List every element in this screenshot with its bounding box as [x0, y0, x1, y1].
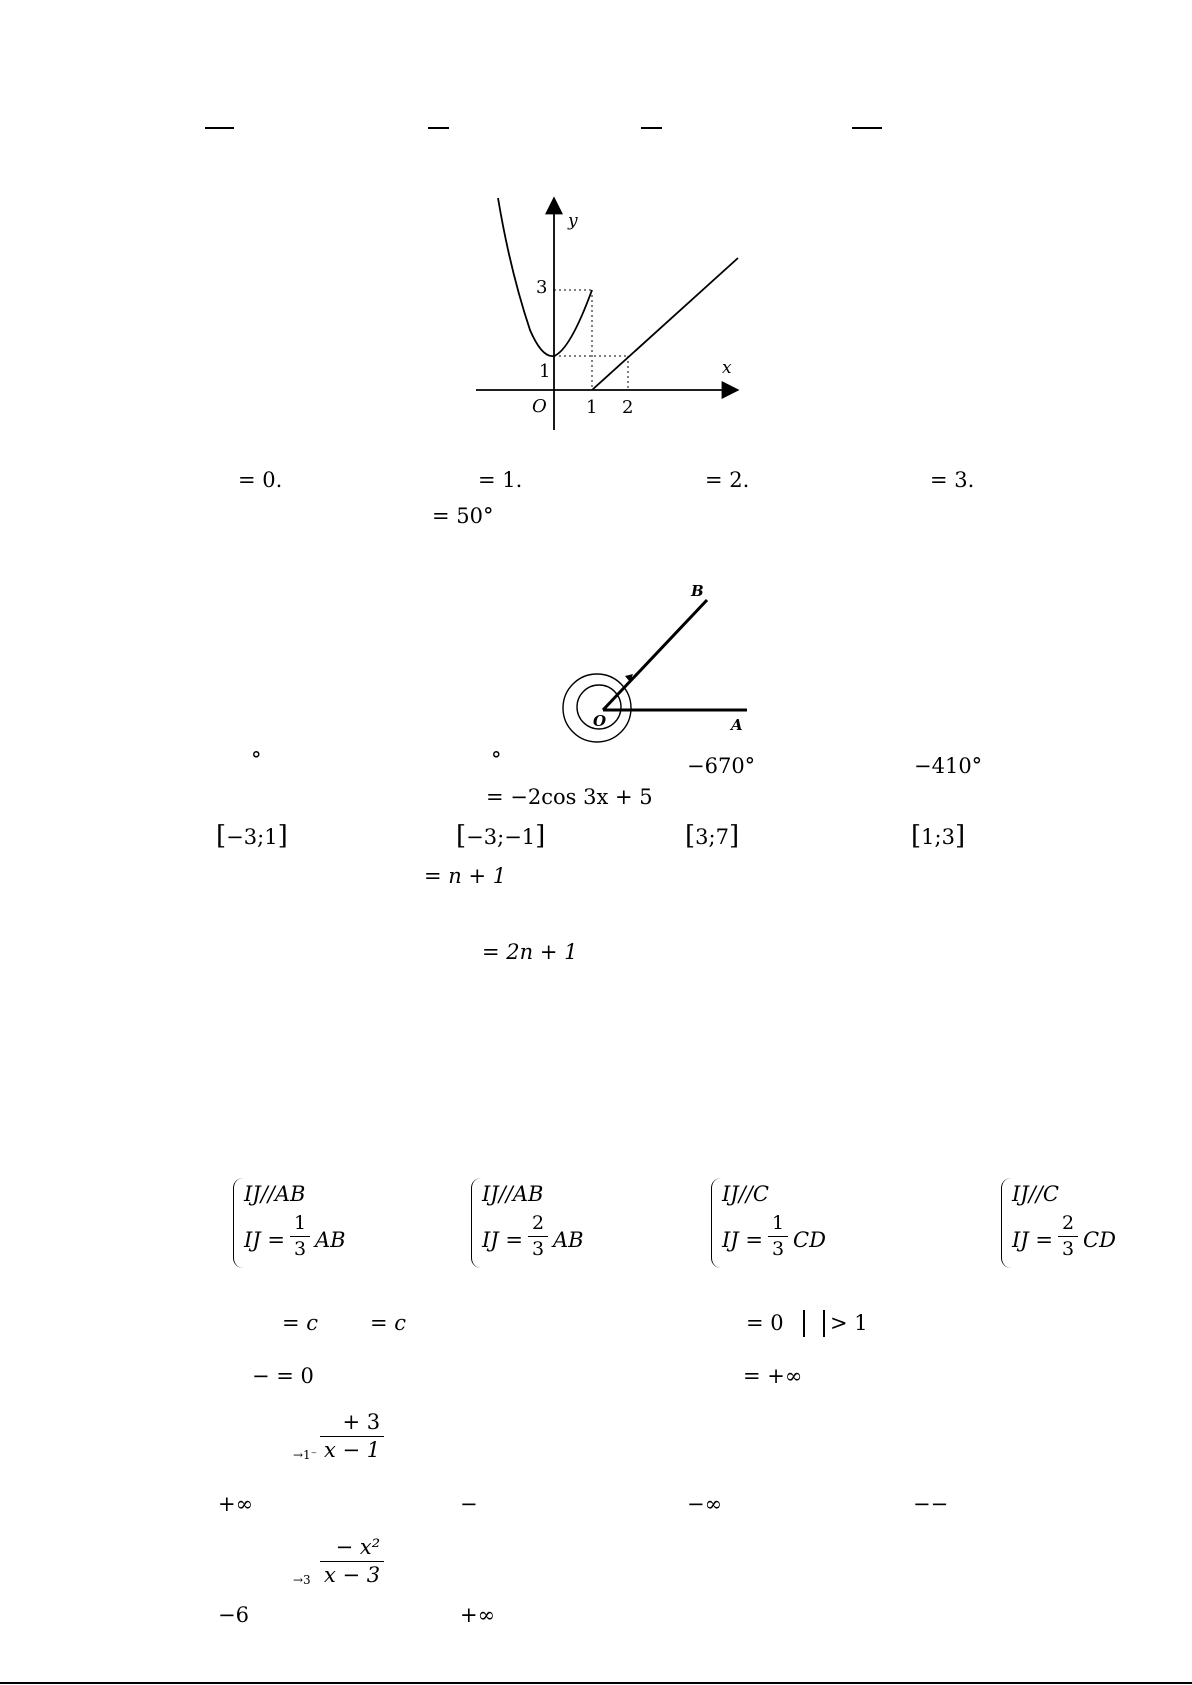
- q7-abs-left: [803, 1310, 805, 1337]
- q6-c-num: 1: [768, 1214, 788, 1237]
- q6-a-rhs: AB: [315, 1228, 346, 1252]
- q8-limit-sub: →1⁻: [293, 1448, 318, 1462]
- page-bottom-rule: [0, 1682, 1192, 1684]
- q6-d-frac: [1058, 1214, 1078, 1259]
- q6-d-top: IJ//C: [1012, 1182, 1059, 1206]
- q6-b-top: IJ//AB: [482, 1182, 544, 1206]
- q6-b-brace: [471, 1178, 482, 1268]
- q4-b-value: −3;−1: [466, 825, 536, 849]
- ray-ob: [603, 600, 707, 710]
- x-tick-1: 1: [586, 397, 598, 418]
- q2-option-a: = 0.: [238, 468, 283, 492]
- q5-line1: = n + 1: [424, 864, 507, 888]
- option-a-dash: [205, 127, 234, 129]
- option-d-dash: [852, 127, 882, 129]
- q7-c1: − = 0: [252, 1364, 314, 1388]
- q6-d-rhs: CD: [1083, 1228, 1116, 1252]
- q7-b2: > 1: [830, 1311, 868, 1335]
- q6-d-den: 3: [1062, 1238, 1075, 1260]
- q6-c-top: IJ//C: [722, 1182, 769, 1206]
- q2-option-b: = 1.: [478, 468, 523, 492]
- q2-option-c: = 2.: [705, 468, 750, 492]
- q6-a-lhs: IJ =: [244, 1228, 285, 1252]
- origin-label: O: [532, 396, 547, 417]
- q6-d-lhs: IJ =: [1012, 1228, 1053, 1252]
- q6-d-brace: [1001, 1178, 1012, 1268]
- q6-a-brace: [233, 1178, 244, 1268]
- q4-option-b: [−3;−1]: [456, 821, 546, 851]
- q8-option-b: −: [460, 1492, 478, 1516]
- q7-d1: = +∞: [743, 1364, 803, 1388]
- q9-limit-sub: →3: [293, 1573, 311, 1587]
- q3-option-c: −670°: [687, 754, 756, 778]
- y-tick-1: 1: [539, 361, 551, 382]
- q9-den: x − 3: [324, 1563, 381, 1587]
- q3-option-d: −410°: [914, 754, 983, 778]
- function-graph: [470, 190, 750, 435]
- point-a-label: A: [731, 716, 743, 734]
- q3-option-a: °: [251, 748, 262, 772]
- option-c-dash: [641, 127, 662, 129]
- q6-a-top: IJ//AB: [244, 1182, 306, 1206]
- q8-num: + 3: [320, 1412, 384, 1437]
- q6-b-lhs: IJ =: [482, 1228, 523, 1252]
- q6-option-a: [230, 1176, 430, 1272]
- q4-d-value: 1;3: [921, 825, 955, 849]
- q6-a-den: 3: [294, 1238, 307, 1260]
- q7-a1: = c: [282, 1311, 319, 1335]
- q9-option-a: −6: [218, 1603, 249, 1627]
- q4-option-a: [−3;1]: [216, 821, 288, 851]
- q8-option-d: −−: [913, 1492, 949, 1516]
- linear-branch: [592, 258, 738, 390]
- q6-c-lhs: IJ =: [722, 1228, 763, 1252]
- q6-a-num: 1: [290, 1214, 310, 1237]
- q6-c-den: 3: [772, 1238, 785, 1260]
- q8-option-a: +∞: [218, 1492, 254, 1516]
- x-axis-label: x: [722, 358, 732, 378]
- y-tick-3: 3: [536, 277, 548, 298]
- q6-b-frac: [528, 1214, 548, 1259]
- q9-option-b: +∞: [460, 1603, 496, 1627]
- q6-option-d: [998, 1176, 1188, 1272]
- q6-b-num: 2: [528, 1214, 548, 1237]
- q8-den: x − 1: [324, 1438, 381, 1462]
- q4-stem: = −2cos 3x + 5: [486, 785, 653, 809]
- q6-a-frac: [290, 1214, 310, 1259]
- point-b-label: B: [691, 582, 704, 600]
- q4-c-value: 3;7: [695, 825, 729, 849]
- q2-option-d: = 3.: [930, 468, 975, 492]
- q7-abs-right: [823, 1310, 825, 1337]
- x-tick-2: 2: [622, 397, 634, 418]
- q6-d-num: 2: [1058, 1214, 1078, 1237]
- q7-b1: = 0: [746, 1311, 784, 1335]
- q9-num: − x²: [320, 1537, 384, 1562]
- q6-c-brace: [711, 1178, 722, 1268]
- q6-option-c: [708, 1176, 908, 1272]
- q6-b-rhs: AB: [553, 1228, 584, 1252]
- q3-stem: = 50°: [432, 504, 494, 528]
- q6-c-rhs: CD: [793, 1228, 826, 1252]
- q7-a2: = c: [370, 1311, 407, 1335]
- q6-b-den: 3: [532, 1238, 545, 1260]
- q4-a-value: −3;1: [226, 825, 278, 849]
- q6-c-frac: [768, 1214, 788, 1259]
- q3-option-b: °: [491, 748, 502, 772]
- y-axis-label: y: [568, 211, 578, 231]
- angle-diagram: [555, 580, 765, 755]
- option-b-dash: [428, 127, 449, 129]
- q4-option-c: [3;7]: [685, 821, 740, 851]
- q8-option-c: −∞: [687, 1492, 723, 1516]
- q5-line2: = 2n + 1: [482, 940, 578, 964]
- q8-fraction: [320, 1412, 384, 1461]
- q4-option-d: [1;3]: [911, 821, 966, 851]
- q6-option-b: [468, 1176, 668, 1272]
- point-o-label: O: [593, 712, 607, 730]
- q9-fraction: [320, 1537, 384, 1586]
